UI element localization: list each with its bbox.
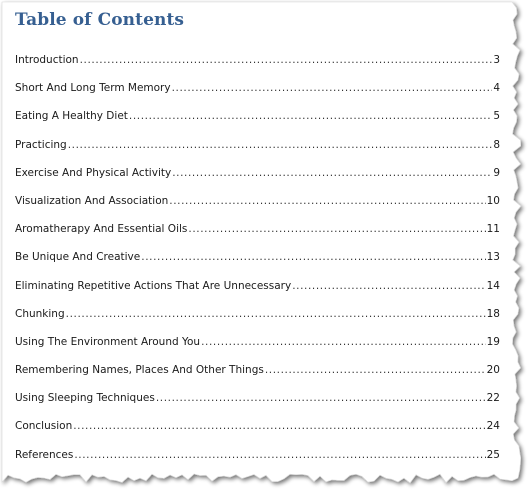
toc-dot-leader xyxy=(156,392,486,404)
toc-entry-title: Using Sleeping Techniques xyxy=(15,392,155,405)
toc-entry[interactable] xyxy=(15,280,500,308)
toc-page-number: 3 xyxy=(493,54,500,66)
toc-entry-title: Be Unique And Creative xyxy=(15,251,141,264)
toc-entry-title: Using The Environment Around You xyxy=(15,335,201,348)
toc-dot-leader xyxy=(265,364,486,376)
toc-entry-title: Introduction xyxy=(15,54,79,66)
toc-list xyxy=(15,54,500,477)
toc-dot-leader xyxy=(68,139,493,151)
toc-page-number: 8 xyxy=(493,138,500,151)
toc-page-number: 25 xyxy=(486,448,500,461)
toc-entry-title: Eating A Healthy Diet xyxy=(15,110,128,123)
toc-entry[interactable] xyxy=(15,308,500,336)
toc-entry-title: Exercise And Physical Activity xyxy=(15,166,172,179)
toc-page-number: 10 xyxy=(486,194,500,207)
toc-page-number: 13 xyxy=(486,251,500,264)
toc-page-number: 11 xyxy=(486,223,500,236)
toc-entry[interactable] xyxy=(15,392,500,420)
toc-entry[interactable] xyxy=(15,110,500,138)
toc-dot-leader xyxy=(172,167,492,179)
toc-dot-leader xyxy=(129,110,492,122)
toc-page-number: 9 xyxy=(493,166,500,179)
toc-dot-leader xyxy=(169,195,485,207)
toc-dot-leader xyxy=(292,280,485,292)
toc-page-number: 20 xyxy=(486,364,500,377)
toc-dot-leader xyxy=(188,223,485,235)
toc-entry-title: Chunking xyxy=(15,307,65,320)
toc-page-number: 22 xyxy=(486,392,500,405)
toc-entry-title: References xyxy=(15,448,74,461)
toc-dot-leader xyxy=(201,336,486,348)
toc-entry[interactable] xyxy=(15,82,500,110)
toc-entry[interactable] xyxy=(15,449,500,477)
toc-dot-leader xyxy=(172,82,493,94)
toc-entry[interactable] xyxy=(15,251,500,279)
toc-entry-title: Practicing xyxy=(15,138,67,151)
toc-entry-title: Remembering Names, Places And Other Things xyxy=(15,364,264,377)
toc-entry-title: Aromatherapy And Essential Oils xyxy=(15,223,188,236)
toc-entry-title: Visualization And Association xyxy=(15,194,169,207)
toc-dot-leader xyxy=(74,449,485,461)
toc-entry[interactable] xyxy=(15,223,500,251)
toc-page-number: 4 xyxy=(493,82,500,95)
toc-entry[interactable] xyxy=(15,54,500,82)
toc-page-number: 24 xyxy=(486,420,500,433)
toc-entry[interactable] xyxy=(15,195,500,223)
toc-page-number: 18 xyxy=(486,307,500,320)
toc-entry-title: Conclusion xyxy=(15,420,73,433)
toc-page-number: 19 xyxy=(486,335,500,348)
toc-page-number: 14 xyxy=(486,279,500,292)
toc-dot-leader xyxy=(66,308,486,320)
toc-entry-title: Short And Long Term Memory xyxy=(15,82,171,95)
toc-title: Table of Contents xyxy=(15,10,185,30)
toc-dot-leader xyxy=(80,54,493,66)
toc-entry[interactable] xyxy=(15,139,500,167)
toc-entry[interactable] xyxy=(15,167,500,195)
toc-entry[interactable] xyxy=(15,420,500,448)
toc-entry[interactable] xyxy=(15,364,500,392)
toc-dot-leader xyxy=(73,420,485,432)
toc-dot-leader xyxy=(141,251,485,263)
toc-entry-title: Eliminating Repetitive Actions That Are Unnecessary xyxy=(15,279,292,292)
toc-entry[interactable] xyxy=(15,336,500,364)
toc-page-number: 5 xyxy=(493,110,500,123)
